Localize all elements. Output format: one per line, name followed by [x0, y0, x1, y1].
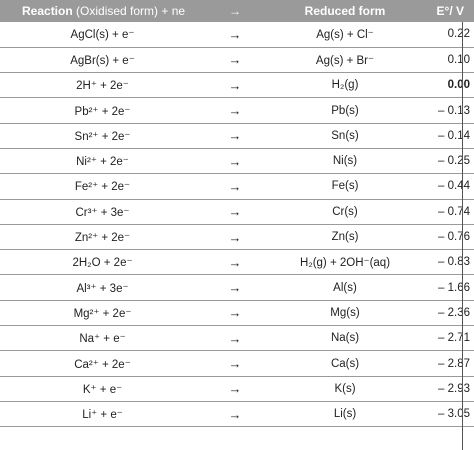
- table-row: [0, 123, 474, 148]
- table-row: [0, 73, 474, 98]
- header-row: [0, 0, 474, 22]
- arrow-cell: →: [228, 229, 242, 245]
- reduced-form-cell: Al(s): [333, 281, 357, 294]
- arrow-cell: →: [228, 52, 242, 68]
- potential-cell: – 0.13: [438, 104, 470, 117]
- table-row: [0, 401, 474, 426]
- oxidised-form-cell: K⁺ + e⁻: [82, 383, 123, 396]
- arrow-cell: →: [228, 381, 242, 397]
- reduced-form-cell: H₂(g): [331, 79, 359, 92]
- oxidised-form-cell: Al³⁺ + 3e⁻: [76, 282, 129, 295]
- potential-cell: – 0.76: [438, 231, 470, 244]
- oxidised-form-cell: Li⁺ + e⁻: [82, 409, 123, 422]
- table-row: [0, 376, 474, 401]
- arrow-cell: →: [228, 305, 242, 321]
- oxidised-form-cell: Mg²⁺ + 2e⁻: [73, 307, 132, 320]
- potential-cell: – 3.05: [438, 408, 470, 421]
- reduced-form-cell: K(s): [334, 382, 356, 395]
- reaction-header-label: Reaction: [22, 4, 73, 18]
- arrow-cell: →: [228, 128, 242, 144]
- table-row: [0, 351, 474, 376]
- potential-cell: – 0.14: [438, 129, 470, 142]
- reduced-form-cell: Sn(s): [331, 129, 359, 142]
- potential-cell: – 0.44: [438, 180, 470, 193]
- reduced-form-cell: Ag(s) + Cl⁻: [316, 29, 374, 42]
- reduced-form-cell: Na(s): [330, 332, 360, 345]
- arrow-cell: →: [228, 406, 242, 422]
- table-row: [0, 47, 474, 72]
- potential-cell: 0.22: [447, 28, 470, 41]
- oxidised-form-cell: Ni²⁺ + 2e⁻: [76, 156, 129, 169]
- potential-cell: – 1.66: [438, 281, 470, 294]
- table-row: [0, 300, 474, 325]
- table-row: [0, 22, 474, 47]
- potential-cell: – 2.36: [438, 306, 470, 319]
- right-border-line: [462, 22, 463, 450]
- arrow-cell: →: [228, 204, 242, 220]
- potential-cell: – 2.87: [438, 357, 470, 370]
- reduced-form-cell: Li(s): [333, 408, 357, 421]
- potential-header: E°/ V: [436, 4, 464, 18]
- reduced-form-cell: Mg(s): [330, 306, 360, 319]
- table-row: [0, 275, 474, 300]
- arrow-cell: →: [228, 178, 242, 194]
- oxidised-form-cell: 2H₂O + 2e⁻: [72, 257, 133, 270]
- arrow-cell: →: [228, 103, 242, 119]
- reduced-form-cell: Ca(s): [330, 357, 360, 370]
- table-row: [0, 174, 474, 199]
- reaction-header: [0, 0, 205, 22]
- potential-cell: – 0.83: [438, 256, 470, 269]
- reduced-form-cell: Zn(s): [331, 231, 359, 244]
- table-header: [0, 0, 474, 22]
- oxidised-form-cell: Sn²⁺ + 2e⁻: [74, 130, 131, 143]
- arrow-cell: →: [228, 26, 242, 42]
- table-row: [0, 224, 474, 249]
- potential-cell: – 0.25: [438, 155, 470, 168]
- potential-cell: 0.10: [447, 53, 470, 66]
- reduced-form-cell: Pb(s): [331, 104, 359, 117]
- oxidised-form-cell: Fe²⁺ + 2e⁻: [74, 181, 131, 194]
- potential-cell: – 2.71: [438, 332, 470, 345]
- table-row: [0, 148, 474, 173]
- table-row: [0, 326, 474, 351]
- reduced-form-cell: Fe(s): [331, 180, 359, 193]
- arrow-cell: →: [228, 280, 242, 296]
- table-row: [0, 250, 474, 275]
- arrow-header: →: [229, 4, 241, 18]
- oxidised-form-cell: AgCl(s) + e⁻: [70, 29, 135, 42]
- potential-cell: – 2.93: [438, 382, 470, 395]
- arrow-cell: →: [228, 254, 242, 270]
- oxidised-form-cell: Cr³⁺ + 3e⁻: [75, 206, 130, 219]
- table-body: [0, 22, 474, 427]
- oxidised-form-cell: AgBr(s) + e⁻: [70, 54, 135, 67]
- reduced-form-cell: Ag(s) + Br⁻: [315, 54, 375, 67]
- oxidised-form-cell: Na⁺ + e⁻: [79, 333, 126, 346]
- table-row: [0, 199, 474, 224]
- reduced-form-cell: Cr(s): [332, 205, 358, 218]
- table-row: [0, 98, 474, 123]
- reduced-form-cell: H₂(g) + 2OH⁻(aq): [299, 257, 391, 270]
- oxidised-form-cell: Pb²⁺ + 2e⁻: [74, 105, 131, 118]
- oxidised-form-cell: Ca²⁺ + 2e⁻: [74, 358, 131, 371]
- oxidised-form-cell: 2H⁺ + 2e⁻: [76, 80, 129, 93]
- arrow-cell: →: [228, 153, 242, 169]
- oxidised-form-cell: Zn²⁺ + 2e⁻: [74, 232, 131, 245]
- arrow-cell: →: [228, 77, 242, 93]
- arrow-cell: →: [228, 330, 242, 346]
- reduced-form-header: Reduced form: [304, 4, 386, 18]
- potential-cell: 0.00: [447, 79, 470, 92]
- potential-cell: – 0.74: [438, 205, 470, 218]
- reaction-header-detail: (Oxidised form) + ne: [76, 4, 186, 18]
- reduced-form-cell: Ni(s): [332, 155, 358, 168]
- arrow-cell: →: [228, 356, 242, 371]
